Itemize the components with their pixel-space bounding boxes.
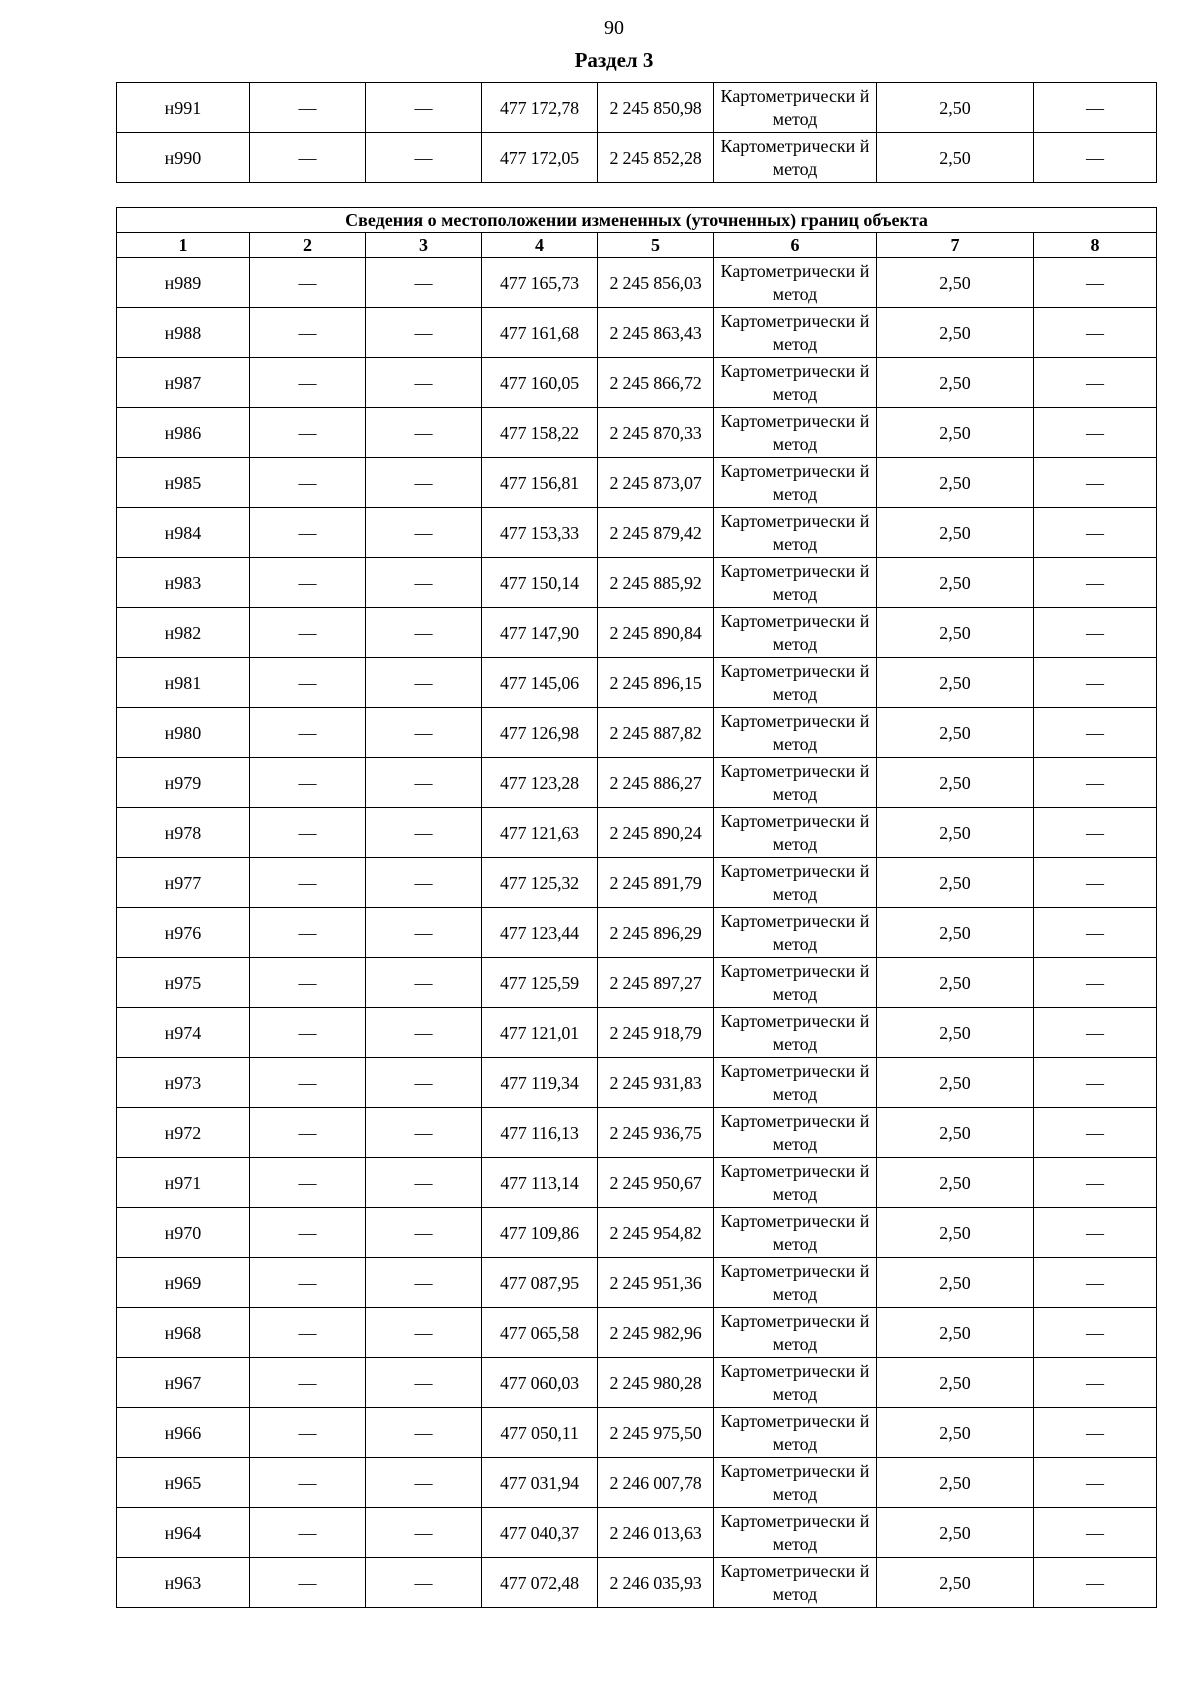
method-cell: Картометрически й метод: [714, 1458, 877, 1508]
y-coordinate-cell: 2 245 897,27: [598, 958, 714, 1008]
table-row: [117, 258, 1157, 308]
point-id-cell: н985: [117, 458, 250, 508]
accuracy-cell: 2,50: [877, 608, 1034, 658]
column-header: 8: [1034, 233, 1157, 258]
column-8-cell: —: [1034, 608, 1157, 658]
method-cell: Картометрически й метод: [714, 558, 877, 608]
column-3-cell: —: [366, 708, 482, 758]
method-cell: Картометрически й метод: [714, 1058, 877, 1108]
column-2-cell: —: [250, 358, 366, 408]
column-3-cell: —: [366, 808, 482, 858]
column-8-cell: —: [1034, 258, 1157, 308]
column-2-cell: —: [250, 1308, 366, 1358]
table-row: [117, 1158, 1157, 1208]
column-3-cell: —: [366, 83, 482, 133]
column-8-cell: —: [1034, 558, 1157, 608]
method-cell: Картометрически й метод: [714, 1308, 877, 1358]
continued-table-body: [117, 83, 1157, 183]
y-coordinate-cell: 2 245 886,27: [598, 758, 714, 808]
accuracy-cell: 2,50: [877, 1308, 1034, 1358]
point-id-cell: н982: [117, 608, 250, 658]
column-2-cell: —: [250, 1458, 366, 1508]
point-id-cell: н973: [117, 1058, 250, 1108]
accuracy-cell: 2,50: [877, 1408, 1034, 1458]
point-id-cell: н965: [117, 1458, 250, 1508]
column-2-cell: —: [250, 83, 366, 133]
table-caption: Сведения о местоположении измененных (уточненных) границ объекта: [117, 208, 1157, 233]
point-id-cell: н991: [117, 83, 250, 133]
y-coordinate-cell: 2 245 856,03: [598, 258, 714, 308]
point-id-cell: н981: [117, 658, 250, 708]
y-coordinate-cell: 2 245 950,67: [598, 1158, 714, 1208]
method-cell: Картометрически й метод: [714, 958, 877, 1008]
column-2-cell: —: [250, 758, 366, 808]
table-row: [117, 133, 1157, 183]
method-cell: Картометрически й метод: [714, 708, 877, 758]
accuracy-cell: 2,50: [877, 258, 1034, 308]
column-2-cell: —: [250, 1558, 366, 1608]
accuracy-cell: 2,50: [877, 808, 1034, 858]
table-row: [117, 908, 1157, 958]
y-coordinate-cell: 2 245 980,28: [598, 1358, 714, 1408]
y-coordinate-cell: 2 245 866,72: [598, 358, 714, 408]
method-cell: Картометрически й метод: [714, 658, 877, 708]
method-cell: Картометрически й метод: [714, 133, 877, 183]
column-2-cell: —: [250, 1158, 366, 1208]
column-2-cell: —: [250, 958, 366, 1008]
column-8-cell: —: [1034, 708, 1157, 758]
point-id-cell: н967: [117, 1358, 250, 1408]
table-row: [117, 558, 1157, 608]
x-coordinate-cell: 477 087,95: [482, 1258, 598, 1308]
column-3-cell: —: [366, 408, 482, 458]
point-id-cell: н972: [117, 1108, 250, 1158]
column-3-cell: —: [366, 1108, 482, 1158]
column-2-cell: —: [250, 708, 366, 758]
column-8-cell: —: [1034, 1458, 1157, 1508]
point-id-cell: н990: [117, 133, 250, 183]
point-id-cell: н976: [117, 908, 250, 958]
column-3-cell: —: [366, 858, 482, 908]
table-header-row: [117, 233, 1157, 258]
accuracy-cell: 2,50: [877, 1358, 1034, 1408]
column-header: 6: [714, 233, 877, 258]
column-8-cell: —: [1034, 1108, 1157, 1158]
accuracy-cell: 2,50: [877, 908, 1034, 958]
column-header: 5: [598, 233, 714, 258]
column-8-cell: —: [1034, 1208, 1157, 1258]
column-8-cell: —: [1034, 1058, 1157, 1108]
y-coordinate-cell: 2 246 007,78: [598, 1458, 714, 1508]
method-cell: Картометрически й метод: [714, 858, 877, 908]
column-8-cell: —: [1034, 758, 1157, 808]
accuracy-cell: 2,50: [877, 1208, 1034, 1258]
boundary-table-body: [117, 258, 1157, 1608]
column-2-cell: —: [250, 608, 366, 658]
table-row: [117, 808, 1157, 858]
column-header: 7: [877, 233, 1034, 258]
x-coordinate-cell: 477 123,28: [482, 758, 598, 808]
column-3-cell: —: [366, 1258, 482, 1308]
x-coordinate-cell: 477 172,78: [482, 83, 598, 133]
method-cell: Картометрически й метод: [714, 1208, 877, 1258]
point-id-cell: н983: [117, 558, 250, 608]
y-coordinate-cell: 2 245 891,79: [598, 858, 714, 908]
column-3-cell: —: [366, 308, 482, 358]
point-id-cell: н971: [117, 1158, 250, 1208]
y-coordinate-cell: 2 245 975,50: [598, 1408, 714, 1458]
x-coordinate-cell: 477 150,14: [482, 558, 598, 608]
accuracy-cell: 2,50: [877, 958, 1034, 1008]
table-row: [117, 658, 1157, 708]
point-id-cell: н978: [117, 808, 250, 858]
point-id-cell: н975: [117, 958, 250, 1008]
column-3-cell: —: [366, 1458, 482, 1508]
table-row: [117, 408, 1157, 458]
column-8-cell: —: [1034, 508, 1157, 558]
method-cell: Картометрически й метод: [714, 258, 877, 308]
method-cell: Картометрически й метод: [714, 758, 877, 808]
accuracy-cell: 2,50: [877, 408, 1034, 458]
column-2-cell: —: [250, 1008, 366, 1058]
method-cell: Картометрически й метод: [714, 1258, 877, 1308]
y-coordinate-cell: 2 245 890,84: [598, 608, 714, 658]
x-coordinate-cell: 477 119,34: [482, 1058, 598, 1108]
column-8-cell: —: [1034, 133, 1157, 183]
table-row: [117, 1008, 1157, 1058]
column-8-cell: —: [1034, 908, 1157, 958]
column-3-cell: —: [366, 1208, 482, 1258]
column-3-cell: —: [366, 1508, 482, 1558]
column-8-cell: —: [1034, 308, 1157, 358]
accuracy-cell: 2,50: [877, 1108, 1034, 1158]
column-2-cell: —: [250, 258, 366, 308]
table-row: [117, 1258, 1157, 1308]
column-8-cell: —: [1034, 658, 1157, 708]
x-coordinate-cell: 477 158,22: [482, 408, 598, 458]
x-coordinate-cell: 477 160,05: [482, 358, 598, 408]
column-2-cell: —: [250, 458, 366, 508]
y-coordinate-cell: 2 245 885,92: [598, 558, 714, 608]
x-coordinate-cell: 477 172,05: [482, 133, 598, 183]
table-row: [117, 458, 1157, 508]
table-row: [117, 608, 1157, 658]
column-3-cell: —: [366, 608, 482, 658]
method-cell: Картометрически й метод: [714, 1558, 877, 1608]
x-coordinate-cell: 477 165,73: [482, 258, 598, 308]
column-3-cell: —: [366, 258, 482, 308]
accuracy-cell: 2,50: [877, 133, 1034, 183]
point-id-cell: н964: [117, 1508, 250, 1558]
table-row: [117, 958, 1157, 1008]
table-row: [117, 1058, 1157, 1108]
column-2-cell: —: [250, 1258, 366, 1308]
y-coordinate-cell: 2 245 982,96: [598, 1308, 714, 1358]
column-2-cell: —: [250, 408, 366, 458]
column-header: 1: [117, 233, 250, 258]
column-3-cell: —: [366, 1058, 482, 1108]
table-row: [117, 358, 1157, 408]
point-id-cell: н988: [117, 308, 250, 358]
accuracy-cell: 2,50: [877, 1458, 1034, 1508]
column-3-cell: —: [366, 508, 482, 558]
page-number: 90: [604, 17, 624, 39]
column-2-cell: —: [250, 1358, 366, 1408]
column-2-cell: —: [250, 508, 366, 558]
y-coordinate-cell: 2 246 013,63: [598, 1508, 714, 1558]
column-3-cell: —: [366, 1008, 482, 1058]
accuracy-cell: 2,50: [877, 1008, 1034, 1058]
x-coordinate-cell: 477 125,59: [482, 958, 598, 1008]
y-coordinate-cell: 2 245 863,43: [598, 308, 714, 358]
y-coordinate-cell: 2 245 873,07: [598, 458, 714, 508]
column-2-cell: —: [250, 1058, 366, 1108]
point-id-cell: н989: [117, 258, 250, 308]
x-coordinate-cell: 477 161,68: [482, 308, 598, 358]
column-3-cell: —: [366, 358, 482, 408]
column-8-cell: —: [1034, 408, 1157, 458]
column-8-cell: —: [1034, 1358, 1157, 1408]
column-3-cell: —: [366, 758, 482, 808]
column-8-cell: —: [1034, 1308, 1157, 1358]
column-header: 2: [250, 233, 366, 258]
column-2-cell: —: [250, 858, 366, 908]
y-coordinate-cell: 2 245 870,33: [598, 408, 714, 458]
point-id-cell: н987: [117, 358, 250, 408]
accuracy-cell: 2,50: [877, 1508, 1034, 1558]
x-coordinate-cell: 477 121,63: [482, 808, 598, 858]
method-cell: Картометрически й метод: [714, 1158, 877, 1208]
x-coordinate-cell: 477 121,01: [482, 1008, 598, 1058]
accuracy-cell: 2,50: [877, 358, 1034, 408]
table-caption-row: [117, 208, 1157, 233]
x-coordinate-cell: 477 113,14: [482, 1158, 598, 1208]
point-id-cell: н984: [117, 508, 250, 558]
column-2-cell: —: [250, 133, 366, 183]
accuracy-cell: 2,50: [877, 308, 1034, 358]
column-3-cell: —: [366, 558, 482, 608]
method-cell: Картометрически й метод: [714, 1408, 877, 1458]
x-coordinate-cell: 477 116,13: [482, 1108, 598, 1158]
column-3-cell: —: [366, 458, 482, 508]
column-header: 3: [366, 233, 482, 258]
table-row: [117, 1458, 1157, 1508]
column-header: 4: [482, 233, 598, 258]
method-cell: Картометрически й метод: [714, 1358, 877, 1408]
table-row: [117, 1358, 1157, 1408]
x-coordinate-cell: 477 123,44: [482, 908, 598, 958]
table-row: [117, 708, 1157, 758]
method-cell: Картометрически й метод: [714, 1108, 877, 1158]
column-8-cell: —: [1034, 1558, 1157, 1608]
x-coordinate-cell: 477 031,94: [482, 1458, 598, 1508]
accuracy-cell: 2,50: [877, 1058, 1034, 1108]
point-id-cell: н980: [117, 708, 250, 758]
point-id-cell: н979: [117, 758, 250, 808]
accuracy-cell: 2,50: [877, 658, 1034, 708]
method-cell: Картометрически й метод: [714, 1008, 877, 1058]
point-id-cell: н966: [117, 1408, 250, 1458]
column-8-cell: —: [1034, 1408, 1157, 1458]
table-row: [117, 308, 1157, 358]
y-coordinate-cell: 2 245 954,82: [598, 1208, 714, 1258]
column-2-cell: —: [250, 1108, 366, 1158]
point-id-cell: н969: [117, 1258, 250, 1308]
y-coordinate-cell: 2 245 896,15: [598, 658, 714, 708]
column-3-cell: —: [366, 958, 482, 1008]
x-coordinate-cell: 477 109,86: [482, 1208, 598, 1258]
accuracy-cell: 2,50: [877, 458, 1034, 508]
column-8-cell: —: [1034, 1158, 1157, 1208]
column-2-cell: —: [250, 308, 366, 358]
table-row: [117, 758, 1157, 808]
table-row: [117, 1108, 1157, 1158]
method-cell: Картометрически й метод: [714, 508, 877, 558]
y-coordinate-cell: 2 245 936,75: [598, 1108, 714, 1158]
x-coordinate-cell: 477 060,03: [482, 1358, 598, 1408]
column-8-cell: —: [1034, 1508, 1157, 1558]
column-8-cell: —: [1034, 958, 1157, 1008]
column-3-cell: —: [366, 908, 482, 958]
column-8-cell: —: [1034, 808, 1157, 858]
point-id-cell: н977: [117, 858, 250, 908]
column-2-cell: —: [250, 908, 366, 958]
x-coordinate-cell: 477 050,11: [482, 1408, 598, 1458]
point-id-cell: н968: [117, 1308, 250, 1358]
column-8-cell: —: [1034, 83, 1157, 133]
method-cell: Картометрически й метод: [714, 358, 877, 408]
x-coordinate-cell: 477 125,32: [482, 858, 598, 908]
table-row: [117, 1508, 1157, 1558]
accuracy-cell: 2,50: [877, 83, 1034, 133]
column-3-cell: —: [366, 1358, 482, 1408]
column-2-cell: —: [250, 1208, 366, 1258]
continued-table: [116, 82, 1157, 183]
accuracy-cell: 2,50: [877, 558, 1034, 608]
y-coordinate-cell: 2 246 035,93: [598, 1558, 714, 1608]
accuracy-cell: 2,50: [877, 1158, 1034, 1208]
y-coordinate-cell: 2 245 896,29: [598, 908, 714, 958]
x-coordinate-cell: 477 145,06: [482, 658, 598, 708]
table-row: [117, 1408, 1157, 1458]
x-coordinate-cell: 477 065,58: [482, 1308, 598, 1358]
accuracy-cell: 2,50: [877, 708, 1034, 758]
table-row: [117, 1308, 1157, 1358]
y-coordinate-cell: 2 245 890,24: [598, 808, 714, 858]
accuracy-cell: 2,50: [877, 758, 1034, 808]
column-2-cell: —: [250, 558, 366, 608]
method-cell: Картометрически й метод: [714, 908, 877, 958]
y-coordinate-cell: 2 245 918,79: [598, 1008, 714, 1058]
point-id-cell: н974: [117, 1008, 250, 1058]
point-id-cell: н963: [117, 1558, 250, 1608]
y-coordinate-cell: 2 245 850,98: [598, 83, 714, 133]
table-row: [117, 83, 1157, 133]
table-row: [117, 858, 1157, 908]
column-2-cell: —: [250, 658, 366, 708]
y-coordinate-cell: 2 245 852,28: [598, 133, 714, 183]
accuracy-cell: 2,50: [877, 1258, 1034, 1308]
method-cell: Картометрически й метод: [714, 608, 877, 658]
y-coordinate-cell: 2 245 879,42: [598, 508, 714, 558]
method-cell: Картометрически й метод: [714, 458, 877, 508]
x-coordinate-cell: 477 147,90: [482, 608, 598, 658]
column-3-cell: —: [366, 658, 482, 708]
method-cell: Картометрически й метод: [714, 1508, 877, 1558]
column-3-cell: —: [366, 1158, 482, 1208]
y-coordinate-cell: 2 245 931,83: [598, 1058, 714, 1108]
x-coordinate-cell: 477 156,81: [482, 458, 598, 508]
x-coordinate-cell: 477 153,33: [482, 508, 598, 558]
boundary-table: [116, 207, 1157, 1608]
column-8-cell: —: [1034, 1258, 1157, 1308]
table-row: [117, 508, 1157, 558]
column-3-cell: —: [366, 1558, 482, 1608]
column-2-cell: —: [250, 1408, 366, 1458]
method-cell: Картометрически й метод: [714, 308, 877, 358]
x-coordinate-cell: 477 072,48: [482, 1558, 598, 1608]
method-cell: Картометрически й метод: [714, 408, 877, 458]
point-id-cell: н986: [117, 408, 250, 458]
section-title: Раздел 3: [574, 48, 654, 72]
accuracy-cell: 2,50: [877, 508, 1034, 558]
method-cell: Картометрически й метод: [714, 808, 877, 858]
column-3-cell: —: [366, 1308, 482, 1358]
y-coordinate-cell: 2 245 951,36: [598, 1258, 714, 1308]
column-8-cell: —: [1034, 858, 1157, 908]
column-8-cell: —: [1034, 358, 1157, 408]
column-8-cell: —: [1034, 458, 1157, 508]
method-cell: Картометрически й метод: [714, 83, 877, 133]
column-2-cell: —: [250, 1508, 366, 1558]
table-row: [117, 1558, 1157, 1608]
column-3-cell: —: [366, 1408, 482, 1458]
column-2-cell: —: [250, 808, 366, 858]
point-id-cell: н970: [117, 1208, 250, 1258]
column-3-cell: —: [366, 133, 482, 183]
x-coordinate-cell: 477 040,37: [482, 1508, 598, 1558]
column-8-cell: —: [1034, 1008, 1157, 1058]
accuracy-cell: 2,50: [877, 858, 1034, 908]
table-row: [117, 1208, 1157, 1258]
y-coordinate-cell: 2 245 887,82: [598, 708, 714, 758]
x-coordinate-cell: 477 126,98: [482, 708, 598, 758]
accuracy-cell: 2,50: [877, 1558, 1034, 1608]
